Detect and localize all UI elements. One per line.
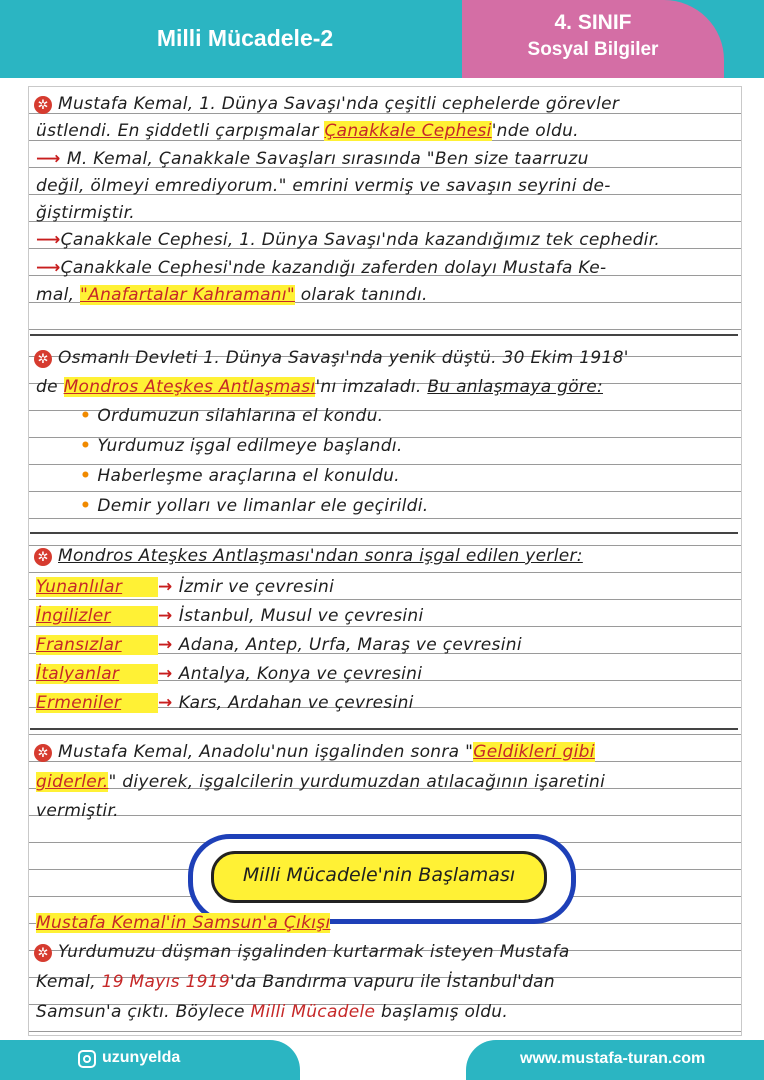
s5-line1: Yurdumuzu düşman işgalinden kurtarmak isteyen Mustafa xyxy=(58,942,570,962)
s1-line6: ⟶Çanakkale Cephesi, 1. Dünya Savaşı'nda kazandığımız tek cephedir. xyxy=(36,230,661,250)
occupation-row: Fransızlar → Adana, Antep, Urfa, Maraş ve çevresini xyxy=(36,635,522,655)
section-banner xyxy=(188,834,576,924)
occupation-row: Ermeniler → Kars, Ardahan ve çevresini xyxy=(36,693,414,713)
s4-line2: giderler." diyerek, işgalcilerin yurdumuzdan atılacağının işaretini xyxy=(36,772,606,792)
section-divider xyxy=(30,532,738,534)
right-arrow-icon: ⟶ xyxy=(36,149,67,169)
s4-line3: vermiştir. xyxy=(36,801,119,821)
occupation-row: İtalyanlar → Antalya, Konya ve çevresini xyxy=(36,664,423,684)
website-link[interactable]: www.mustafa-turan.com xyxy=(520,1050,706,1067)
right-arrow-icon: → xyxy=(158,635,179,655)
occupation-row: İngilizler → İstanbul, Musul ve çevresini xyxy=(36,606,424,626)
s2-item-2: • Yurdumuz işgal edilmeye başlandı. xyxy=(80,436,403,456)
right-arrow-icon: → xyxy=(158,577,179,597)
s3-title: Mondros Ateşkes Antlaşması'ndan sonra işgal edilen yerler: xyxy=(58,546,583,566)
s1-line1: Mustafa Kemal, 1. Dünya Savaşı'nda çeşitli cephelerde görevler xyxy=(58,94,620,114)
s1-line4: değil, ölmeyi emrediyorum." emrini vermiş ve savaşın seyrini de- xyxy=(36,176,611,196)
s1-line5: ğiştirmiştir. xyxy=(36,203,136,223)
s2-item-1: • Ordumuzun silahlarına el kondu. xyxy=(80,406,384,426)
s5-heading: Mustafa Kemal'in Samsun'a Çıkışı xyxy=(36,913,331,933)
footer-gap xyxy=(300,1040,466,1080)
s5-line3: Samsun'a çıktı. Böylece Milli Mücadele başlamış oldu. xyxy=(36,1002,509,1022)
banner-highlight xyxy=(211,851,547,903)
section-divider xyxy=(30,728,738,730)
s4-line1: Mustafa Kemal, Anadolu'nun işgalinden sonra "Geldikleri gibi xyxy=(58,742,595,762)
s2-line1: Osmanlı Devleti 1. Dünya Savaşı'nda yenik düştü. 30 Ekim 1918' xyxy=(58,348,629,368)
right-arrow-icon: → xyxy=(158,664,179,684)
star-bullet-icon: ✲ xyxy=(34,96,52,114)
star-bullet-icon: ✲ xyxy=(34,548,52,566)
s5-line2: Kemal, 19 Mayıs 1919'da Bandırma vapuru ile İstanbul'dan xyxy=(36,972,555,992)
s2-item-4: • Demir yolları ve limanlar ele geçirildi. xyxy=(80,496,429,516)
right-arrow-icon: ⟶ xyxy=(36,230,61,250)
s1-line2: üstlendi. En şiddetli çarpışmalar Çanakkale Cephesi'nde oldu. xyxy=(36,121,579,141)
s1-line8: mal, "Anafartalar Kahramanı" olarak tanındı. xyxy=(36,285,428,305)
s2-item-3: • Haberleşme araçlarına el konuldu. xyxy=(80,466,400,486)
social-handle[interactable]: uzunyelda xyxy=(102,1049,181,1066)
occupation-row: Yunanlılar → İzmir ve çevresini xyxy=(36,577,335,597)
s1-line3: ⟶ M. Kemal, Çanakkale Savaşları sırasında "Ben size taarruzu xyxy=(36,149,589,169)
banner-title: Milli Mücadele'nin Başlaması xyxy=(242,864,516,886)
instagram-lens-icon xyxy=(83,1055,91,1063)
right-arrow-icon: → xyxy=(158,693,179,713)
section-divider xyxy=(30,334,738,336)
grade-label: 4. SINIF xyxy=(554,11,632,34)
s1-line7: ⟶Çanakkale Cephesi'nde kazandığı zaferden dolayı Mustafa Ke- xyxy=(36,258,607,278)
s2-line2: de Mondros Ateşkes Antlaşması'nı imzaladı. Bu anlaşmaya göre: xyxy=(36,377,603,397)
subject-label: Sosyal Bilgiler xyxy=(527,39,659,60)
page-title: Milli Mücadele-2 xyxy=(156,25,334,51)
right-arrow-icon: ⟶ xyxy=(36,258,61,278)
star-bullet-icon: ✲ xyxy=(34,350,52,368)
right-arrow-icon: → xyxy=(158,606,179,626)
star-bullet-icon: ✲ xyxy=(34,744,52,762)
star-bullet-icon: ✲ xyxy=(34,944,52,962)
